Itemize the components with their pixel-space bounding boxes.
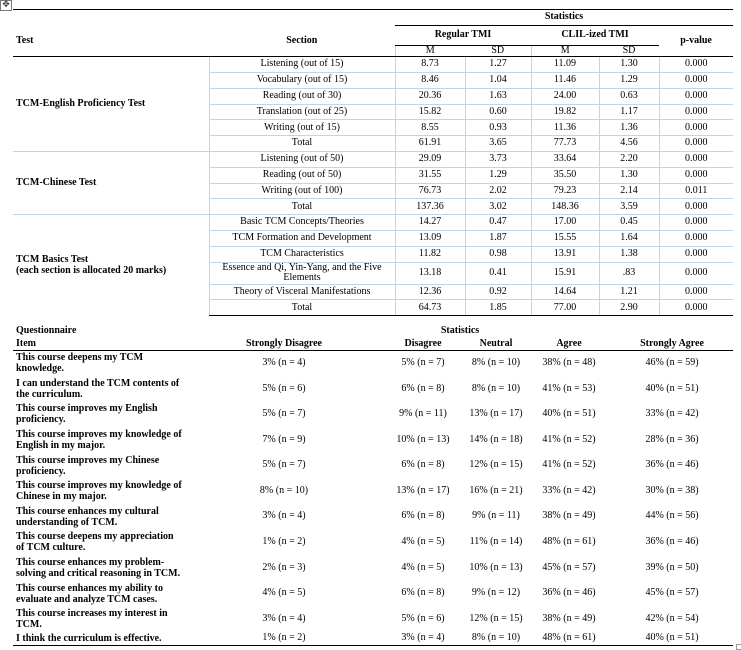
test-name-cell bbox=[13, 57, 209, 152]
column-header: Strongly Agree bbox=[611, 338, 733, 351]
table-row bbox=[13, 350, 733, 376]
sd1-cell: 1.27 bbox=[465, 57, 531, 73]
m2-cell: 15.55 bbox=[531, 231, 599, 247]
sa-cell: 42% (n = 54) bbox=[645, 612, 699, 624]
table-row bbox=[13, 57, 733, 73]
sa-cell: 44% (n = 56) bbox=[645, 510, 699, 522]
header-blank bbox=[209, 10, 395, 26]
n-cell: 11% (n = 14) bbox=[469, 536, 523, 548]
m2-cell: 17.00 bbox=[531, 215, 599, 231]
table-row bbox=[13, 152, 733, 168]
n-cell: 10% (n = 13) bbox=[469, 561, 523, 573]
table-row bbox=[13, 504, 733, 530]
section-cell: Listening (out of 50) bbox=[209, 152, 395, 168]
m1-cell: 13.18 bbox=[395, 262, 465, 284]
sd2-cell: .83 bbox=[599, 262, 659, 284]
a-cell: 48% (n = 61) bbox=[527, 632, 611, 646]
m2-cell: 11.09 bbox=[531, 57, 599, 73]
d-cell: 6% (n = 8) bbox=[401, 459, 445, 471]
p-cell: 0.000 bbox=[659, 300, 733, 316]
sd2-cell: 1.38 bbox=[599, 246, 659, 262]
table-row bbox=[13, 215, 733, 231]
sd1-cell: 0.98 bbox=[465, 246, 531, 262]
m-header: M bbox=[395, 45, 465, 57]
d-cell: 6% (n = 8) bbox=[401, 382, 445, 394]
n-cell: 9% (n = 11) bbox=[472, 510, 520, 522]
header-blank bbox=[13, 10, 209, 26]
m1-cell: 31.55 bbox=[395, 167, 465, 183]
sd1-cell: 0.93 bbox=[465, 120, 531, 136]
m2-cell: 33.64 bbox=[531, 152, 599, 168]
m1-cell: 20.36 bbox=[395, 88, 465, 104]
n-cell: 14% (n = 18) bbox=[469, 433, 523, 445]
p-cell: 0.000 bbox=[659, 246, 733, 262]
d-cell: 9% (n = 11) bbox=[399, 408, 447, 420]
item-cell: I think the curriculum is effective. bbox=[13, 632, 187, 646]
sa-cell: 39% (n = 50) bbox=[645, 561, 699, 573]
a-cell: 38% (n = 49) bbox=[542, 612, 596, 624]
sa-cell: 45% (n = 57) bbox=[645, 587, 699, 599]
section-cell: TCM Formation and Development bbox=[209, 231, 395, 247]
test-name: TCM-English Proficiency Test bbox=[16, 97, 146, 109]
m1-cell: 137.36 bbox=[395, 199, 465, 215]
n-cell: 12% (n = 15) bbox=[469, 612, 523, 624]
test-name: TCM-Chinese Test bbox=[16, 176, 97, 188]
m2-cell: 77.00 bbox=[531, 300, 599, 316]
sd-cell: 4% (n = 5) bbox=[262, 587, 306, 599]
m-header: M bbox=[531, 45, 599, 57]
m2-cell: 79.23 bbox=[531, 183, 599, 199]
item-cell: This course improves my English proficiency. bbox=[16, 403, 158, 426]
section-cell: Total bbox=[209, 300, 395, 316]
sd-header: SD bbox=[465, 45, 531, 57]
sd2-cell: 1.30 bbox=[599, 57, 659, 73]
sd2-cell: 2.20 bbox=[599, 152, 659, 168]
sd2-cell: 0.45 bbox=[599, 215, 659, 231]
table-row bbox=[13, 453, 733, 479]
p-cell: 0.000 bbox=[659, 88, 733, 104]
p-cell: 0.000 bbox=[659, 152, 733, 168]
test-column-header: Test bbox=[13, 25, 209, 57]
sd2-cell: 1.17 bbox=[599, 104, 659, 120]
questionnaire-label: Questionnaire bbox=[16, 325, 77, 337]
sa-cell: 36% (n = 46) bbox=[645, 459, 699, 471]
m1-cell: 12.36 bbox=[395, 284, 465, 300]
m1-cell: 29.09 bbox=[395, 152, 465, 168]
table-row bbox=[13, 581, 733, 607]
section-cell: Reading (out of 30) bbox=[209, 88, 395, 104]
m2-cell: 35.50 bbox=[531, 167, 599, 183]
table-row bbox=[13, 555, 733, 581]
sd1-cell: 1.29 bbox=[465, 167, 531, 183]
sd2-cell: 2.90 bbox=[599, 300, 659, 316]
sd2-cell: 1.30 bbox=[599, 167, 659, 183]
section-cell: Total bbox=[209, 199, 395, 215]
sa-cell: 40% (n = 51) bbox=[611, 632, 733, 646]
section-cell: Reading (out of 50) bbox=[209, 167, 395, 183]
header-row bbox=[13, 10, 733, 26]
m2-cell: 19.82 bbox=[531, 104, 599, 120]
section-cell: Vocabulary (out of 15) bbox=[209, 73, 395, 89]
n-cell: 8% (n = 10) bbox=[471, 357, 521, 369]
n-cell: 8% (n = 10) bbox=[465, 632, 527, 646]
m1-cell: 8.55 bbox=[395, 120, 465, 136]
p-cell: 0.000 bbox=[659, 262, 733, 284]
table-move-handle-icon[interactable]: ✥ bbox=[0, 0, 12, 11]
section-cell: Total bbox=[209, 136, 395, 152]
sd1-cell: 3.02 bbox=[465, 199, 531, 215]
a-cell: 36% (n = 46) bbox=[542, 587, 596, 599]
p-cell: 0.000 bbox=[659, 199, 733, 215]
a-cell: 45% (n = 57) bbox=[542, 561, 596, 573]
sd1-cell: 1.63 bbox=[465, 88, 531, 104]
a-cell: 40% (n = 51) bbox=[542, 408, 596, 420]
d-cell: 13% (n = 17) bbox=[396, 484, 450, 496]
d-cell: 10% (n = 13) bbox=[396, 433, 450, 445]
sa-cell: 28% (n = 36) bbox=[645, 433, 699, 445]
section-cell: Theory of Visceral Manifestations bbox=[209, 284, 395, 300]
pvalue-header: p-value bbox=[659, 25, 733, 57]
test-name: TCM Basics Test bbox=[16, 254, 89, 265]
section-cell: TCM Characteristics bbox=[209, 246, 395, 262]
sd1-cell: 3.73 bbox=[465, 152, 531, 168]
sd-cell: 5% (n = 7) bbox=[262, 459, 306, 471]
table-row bbox=[13, 376, 733, 402]
m2-cell: 13.91 bbox=[531, 246, 599, 262]
d-cell: 3% (n = 4) bbox=[381, 632, 465, 646]
sd2-cell: 2.14 bbox=[599, 183, 659, 199]
sd2-cell: 1.29 bbox=[599, 73, 659, 89]
header-row bbox=[13, 325, 733, 338]
item-cell: This course deepens my appreciation of TCM culture. bbox=[16, 531, 174, 554]
sd-cell: 7% (n = 9) bbox=[262, 433, 306, 445]
sa-cell: 46% (n = 59) bbox=[645, 357, 699, 369]
sd-cell: 1% (n = 2) bbox=[262, 536, 306, 548]
section-cell: Writing (out of 15) bbox=[209, 120, 395, 136]
n-cell: 9% (n = 12) bbox=[471, 587, 521, 599]
p-cell: 0.000 bbox=[659, 120, 733, 136]
item-cell: This course deepens my TCM knowledge. bbox=[16, 352, 144, 375]
item-cell: This course increases my interest in TCM. bbox=[16, 608, 168, 631]
sa-cell: 36% (n = 46) bbox=[645, 536, 699, 548]
a-cell: 41% (n = 52) bbox=[542, 433, 596, 445]
sd2-cell: 0.63 bbox=[599, 88, 659, 104]
d-cell: 6% (n = 8) bbox=[401, 510, 445, 522]
table-row bbox=[13, 632, 733, 646]
m1-cell: 13.09 bbox=[395, 231, 465, 247]
d-cell: 4% (n = 5) bbox=[401, 536, 445, 548]
p-cell: 0.000 bbox=[659, 57, 733, 73]
sd2-cell: 1.64 bbox=[599, 231, 659, 247]
p-cell: 0.000 bbox=[659, 104, 733, 120]
m1-cell: 15.82 bbox=[395, 104, 465, 120]
test-note: (each section is allocated 20 marks) bbox=[16, 264, 167, 276]
sd-cell: 2% (n = 3) bbox=[262, 561, 306, 573]
m1-cell: 64.73 bbox=[395, 300, 465, 316]
item-cell: I can understand the TCM contents of the curriculum. bbox=[16, 377, 180, 400]
header-row bbox=[13, 338, 733, 351]
m2-cell: 15.91 bbox=[531, 262, 599, 284]
p-cell: 0.000 bbox=[659, 73, 733, 89]
column-header: Disagree bbox=[381, 338, 465, 351]
m1-cell: 8.46 bbox=[395, 73, 465, 89]
column-header: Neutral bbox=[465, 338, 527, 351]
sd2-cell: 4.56 bbox=[599, 136, 659, 152]
p-cell: 0.000 bbox=[659, 215, 733, 231]
m1-cell: 76.73 bbox=[395, 183, 465, 199]
statistics-header: Statistics bbox=[440, 325, 480, 337]
test-name-cell bbox=[13, 215, 209, 316]
sd-cell: 5% (n = 7) bbox=[262, 408, 306, 420]
section-cell: Basic TCM Concepts/Theories bbox=[209, 215, 395, 231]
sd-cell: 8% (n = 10) bbox=[259, 484, 309, 496]
sd1-cell: 1.87 bbox=[465, 231, 531, 247]
m1-cell: 8.73 bbox=[395, 57, 465, 73]
p-cell: 0.000 bbox=[659, 136, 733, 152]
table-row bbox=[13, 530, 733, 556]
sd-cell: 3% (n = 4) bbox=[262, 357, 306, 369]
m2-cell: 148.36 bbox=[531, 199, 599, 215]
section-cell: Translation (out of 25) bbox=[209, 104, 395, 120]
m1-cell: 61.91 bbox=[395, 136, 465, 152]
header-row bbox=[13, 25, 733, 45]
d-cell: 4% (n = 5) bbox=[401, 561, 445, 573]
m2-cell: 14.64 bbox=[531, 284, 599, 300]
clil-tmi-header: CLIL-ized TMI bbox=[531, 25, 659, 45]
sd-cell: 1% (n = 2) bbox=[187, 632, 381, 646]
sd2-cell: 1.36 bbox=[599, 120, 659, 136]
a-cell: 33% (n = 42) bbox=[542, 484, 596, 496]
m1-cell: 11.82 bbox=[395, 246, 465, 262]
sd2-cell: 1.21 bbox=[599, 284, 659, 300]
sd-header: SD bbox=[599, 45, 659, 57]
statistics-header: Statistics bbox=[395, 10, 733, 26]
section-column-header: Section bbox=[209, 25, 395, 57]
n-cell: 8% (n = 10) bbox=[471, 382, 521, 394]
n-cell: 13% (n = 17) bbox=[469, 408, 523, 420]
m1-cell: 14.27 bbox=[395, 215, 465, 231]
questionnaire-table bbox=[13, 325, 733, 646]
sd-cell: 5% (n = 6) bbox=[262, 382, 306, 394]
sd1-cell: 0.92 bbox=[465, 284, 531, 300]
a-cell: 48% (n = 61) bbox=[542, 536, 596, 548]
p-cell: 0.000 bbox=[659, 231, 733, 247]
item-cell: This course enhances my ability to evaluate and analyze TCM cases. bbox=[16, 582, 163, 605]
column-header: Strongly Disagree bbox=[187, 338, 381, 351]
sa-cell: 30% (n = 38) bbox=[645, 484, 699, 496]
table-row bbox=[13, 427, 733, 453]
sd1-cell: 1.04 bbox=[465, 73, 531, 89]
n-cell: 16% (n = 21) bbox=[469, 484, 523, 496]
sd1-cell: 0.41 bbox=[465, 262, 531, 284]
p-cell: 0.000 bbox=[659, 284, 733, 300]
sd1-cell: 1.85 bbox=[465, 300, 531, 316]
item-cell: This course improves my knowledge of Chinese in my major. bbox=[16, 480, 182, 503]
sd1-cell: 0.47 bbox=[465, 215, 531, 231]
column-header: Agree bbox=[527, 338, 611, 351]
column-header: Item bbox=[13, 338, 187, 351]
item-cell: This course enhances my problem-solving and critical reasoning in TCM. bbox=[16, 556, 181, 579]
section-cell: Listening (out of 15) bbox=[209, 57, 395, 73]
sd1-cell: 3.65 bbox=[465, 136, 531, 152]
sa-cell: 40% (n = 51) bbox=[645, 382, 699, 394]
a-cell: 41% (n = 52) bbox=[542, 459, 596, 471]
d-cell: 5% (n = 7) bbox=[401, 357, 445, 369]
sd-cell: 3% (n = 4) bbox=[262, 612, 306, 624]
statistics-table bbox=[13, 9, 733, 316]
table-row bbox=[13, 606, 733, 632]
m2-cell: 24.00 bbox=[531, 88, 599, 104]
a-cell: 41% (n = 53) bbox=[542, 382, 596, 394]
table-row bbox=[13, 402, 733, 428]
sd1-cell: 0.60 bbox=[465, 104, 531, 120]
item-cell: This course improves my Chinese proficiency. bbox=[16, 454, 160, 477]
a-cell: 38% (n = 48) bbox=[542, 357, 596, 369]
d-cell: 6% (n = 8) bbox=[401, 587, 445, 599]
item-cell: This course improves my knowledge of English in my major. bbox=[16, 428, 182, 451]
section-cell: Writing (out of 100) bbox=[209, 183, 395, 199]
m2-cell: 11.36 bbox=[531, 120, 599, 136]
p-cell: 0.011 bbox=[659, 183, 733, 199]
d-cell: 5% (n = 6) bbox=[401, 612, 445, 624]
regular-tmi-header: Regular TMI bbox=[395, 25, 531, 45]
sd1-cell: 2.02 bbox=[465, 183, 531, 199]
m2-cell: 77.73 bbox=[531, 136, 599, 152]
item-cell: This course enhances my cultural understanding of TCM. bbox=[16, 505, 159, 528]
sd-cell: 3% (n = 4) bbox=[262, 510, 306, 522]
p-cell: 0.000 bbox=[659, 167, 733, 183]
m2-cell: 11.46 bbox=[531, 73, 599, 89]
test-name-cell bbox=[13, 152, 209, 215]
n-cell: 12% (n = 15) bbox=[469, 459, 523, 471]
sa-cell: 33% (n = 42) bbox=[645, 408, 699, 420]
table-row bbox=[13, 478, 733, 504]
section-cell: Essence and Qi, Yin-Yang, and the Five Elements bbox=[209, 262, 395, 284]
end-of-cell-marker bbox=[736, 644, 741, 650]
a-cell: 38% (n = 49) bbox=[542, 510, 596, 522]
sd2-cell: 3.59 bbox=[599, 199, 659, 215]
